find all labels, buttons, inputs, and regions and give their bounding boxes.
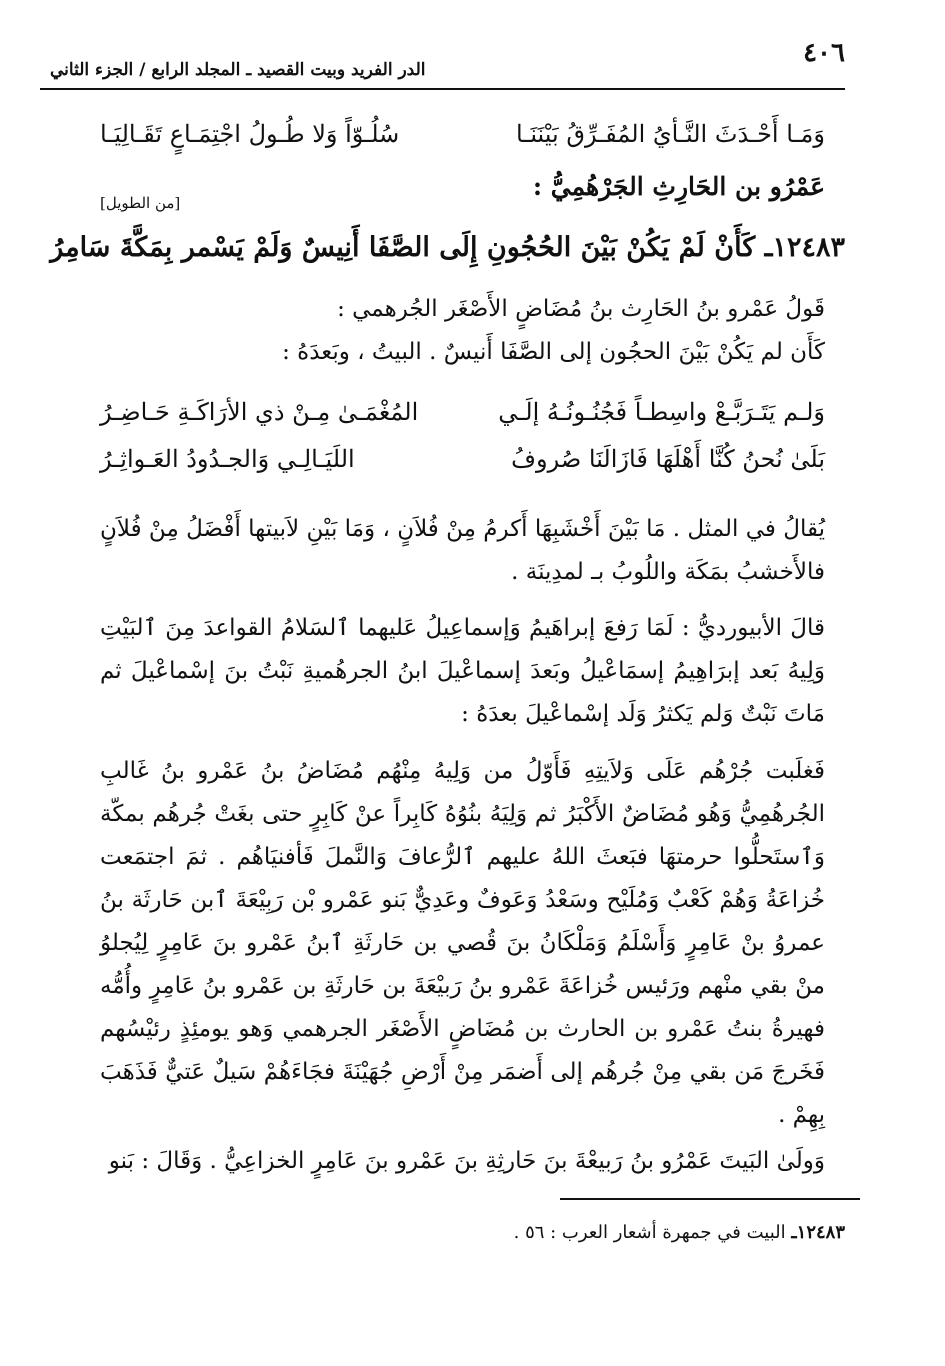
commentary-line: كَأَن لم يَكُنْ بَيْنَ الحجُون إلى الصَّفَا أَنيسٌ . البيتُ ، وبَعدَهُ : (282, 339, 825, 365)
hemistich-second: المُغْمَـىٰ مِـنْ ذي الأرَاكَـةِ حَـاضِـرُ (100, 398, 419, 426)
paragraph-final (100, 1140, 845, 1183)
poet-heading (100, 172, 825, 212)
running-title: الدر الفريد وبيت القصيد ـ المجلد الرابع / الجزء الثاني (50, 60, 426, 80)
footnote-divider (560, 1198, 860, 1200)
meter-label: [من الطويل] (100, 194, 181, 212)
following-verse (100, 398, 825, 438)
commentary-line: قَولُ عَمْرو بنُ الحَارِث بنُ مُضَاضٍ الأَصْغَر الجُرهمي : (337, 296, 825, 322)
footnote (514, 1222, 845, 1243)
hemistich-first: وَمَـا أَحْـدَثَ النَّـأيُ المُفَـرِّقُ بَيْنَنَـا (515, 120, 825, 148)
paragraph-proverb (100, 508, 845, 594)
hemistich-second: اللَيَـالِـي وَالجـدُودُ العَـواثِـرُ (100, 445, 355, 473)
footnote-number: ١٢٤٨٣ـ (791, 1222, 845, 1243)
paragraph-text: قالَ الأبيورديُّ : لَمَا رَفعَ إبراهَيمُ وَإسماعِيلُ عَليهما ٱلسَلامُ القواعدَ مِنَ ٱلبَيْتِ وَلِيهُ بَعد إبرَاهِيمُ إسمَاعْيلُ وبَعدَ إسماعْيلَ ابنُ الجرهُميةِ نَبْتُ بنَ إسْماعْيلَ ثم مَاتَ نَبْتٌ وَلم يَكثرُ وَلَد إسْماعْيلَ بعدَهُ : (100, 615, 825, 727)
commentary-block (100, 288, 845, 374)
page-header (40, 38, 845, 90)
opening-verse (100, 120, 825, 160)
paragraph-text: فَغلَبت جُرْهُم عَلَى وَلاَيتِهِ فَأَوّلُ من وَلِيهُ مِنْهُم مُضَاضُ بنُ عَمْرو بنُ غَالبِ الجُرهُمِيُّ وَهُو مُضَاضٌ الأَكْبَرُ ثم وَلِيَهُ بنُوُهُ كَابِراً عنْ كَابِرٍ حتى بغَتْ جُرهُم بمكّة وَٱستَحلُّوا حرمتهَا فبَعثَ اللهُ عليهم ٱلرُّعافَ وَالنَّملَ فَأفنيَاهُم . ثمَ اجتمَعت خُزاعَةُ وَهُمْ كَعْبٌ وَمُلَيْح وسَعْدُ وَعَوفٌ وعَدِيٌّ بَنو عَمْرو بْن رَبِيْعَةَ ٱبن حَارثَة بنُ عمروُ بنْ عَامِرٍ وَأَسْلَمُ وَمَلْكَانُ بنَ قُصي بن حَارثَةِ ٱبنُ عَمْرو بنَ عَامِرٍ لِيُجلوُ منْ بقي منْهم ورَئيس خُزاعَةَ عَمْرو بنُ رَبيْعَةَ بن حَارثَةِ بن عَمْرو بنُ عَامِرٍ وأُمُّه فهيرةُ بنتُ عَمْرو بن الحارث بن مُضَاضٍ الأَصْغَر الجرهمي وَهو يومئِذٍ رئيْسُهم فَخَرجَ مَن بقي مِنْ جُرهُم إلى أَضمَر مِنْ أَرْضِ جُهَيْنَةَ فجَاءَهُمْ سَيلٌ عَتيٌّ فَذَهَبَ بِهِمْ . (100, 758, 825, 1128)
hemistich-first: بَلَىٰ نُحنُ كُنَّا أَهْلَهَا فَازَالَنَا صُروفُ (511, 445, 825, 473)
following-verse (100, 445, 825, 485)
paragraph-jurhum (100, 750, 845, 1137)
paragraph-text: يُقالُ في المثل . مَا بَيْنَ أَخْشَبِهَا أَكرمُ مِنْ فُلاَنٍ ، وَمَا بَيْنِ لاَبيتها أَفْضَلُ مِنْ فُلاَنٍ فالأَخشبُ بمَكَة واللُوبُ بـ لمدِينَة . (100, 516, 825, 585)
paragraph-text: وَولَىٰ البَيتَ عَمْرُو بنُ رَبيعْةَ بنَ حَارثِةِ بنَ عَمْرو بنَ عَامِرٍ الخزاعِيُّ . وَقَالَ : بَنو (108, 1148, 825, 1174)
page-number: ٤٠٦ (803, 38, 845, 68)
poet-name: عَمْرُو بن الحَارِثِ الجَرْهُمِيُّ : (532, 172, 825, 201)
paragraph-abiwardi (100, 607, 845, 736)
hemistich-second: سُلُـوّاً وَلا طُـولُ اجْتِمَـاعٍ تَقَـالِيَـا (100, 120, 400, 148)
footnote-text: البيت في جمهرة أشعار العرب : ٥٦ . (513, 1222, 786, 1243)
main-verse: ١٢٤٨٣ـ كَأَنْ لَمْ يَكُنْ بَيْنَ الحُجُونِ إِلَى الصَّفَا أَنِيسٌ وَلَمْ يَسْمر بِمَكَّةَ سَامِرُ (50, 232, 845, 263)
hemistich-first: وَلـم يَتَـرَبَّـعْ واسِطـاً فَجُنُـونُـهُ إلَـي (498, 398, 825, 426)
